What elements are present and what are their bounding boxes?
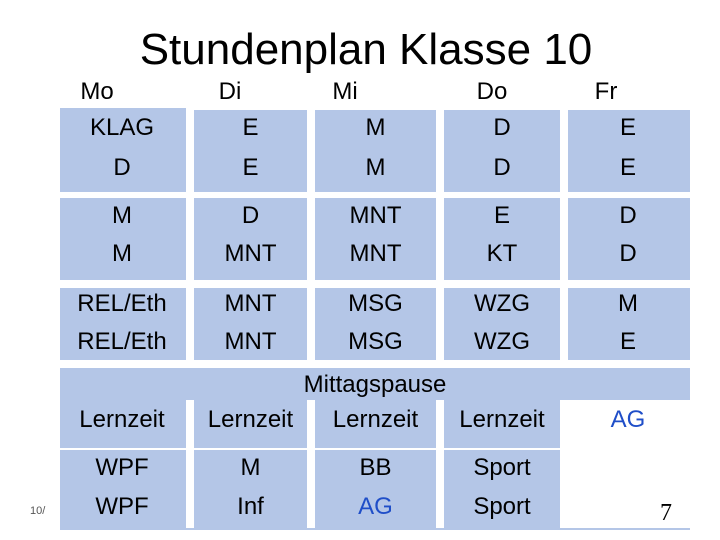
cell-di-5: MNT xyxy=(224,290,277,317)
slide-title: Stundenplan Klasse 10 xyxy=(139,25,593,74)
cell-fr-1: E xyxy=(619,114,636,141)
cell-di-9: Inf xyxy=(237,493,264,520)
cell-di-8: M xyxy=(240,454,261,481)
cell-do-9: Sport xyxy=(473,493,531,520)
column-gap xyxy=(186,400,194,528)
column-gap xyxy=(560,108,568,360)
cell-di-7: Lernzeit xyxy=(207,406,294,433)
column-gap xyxy=(436,400,444,528)
lunch-break-label: Mittagspause xyxy=(303,371,447,398)
cell-di-6: MNT xyxy=(224,328,277,355)
cell-mi-6: MSG xyxy=(348,328,403,355)
day-header-di: Di xyxy=(218,78,242,105)
cell-mo-5: REL/Eth xyxy=(77,290,167,317)
cell-mo-8: WPF xyxy=(95,454,149,481)
page-number: 7 xyxy=(660,500,672,526)
cell-mi-2: M xyxy=(365,154,386,181)
cell-mo-6: REL/Eth xyxy=(77,328,167,355)
column-gap xyxy=(307,400,315,528)
cell-do-5: WZG xyxy=(474,290,530,317)
day-header-mi: Mi xyxy=(332,78,358,105)
cell-fr-5: M xyxy=(618,290,638,317)
day-header-mo: Mo xyxy=(80,78,114,105)
cell-mi-3: MNT xyxy=(349,202,402,229)
cell-do-7: Lernzeit xyxy=(459,406,545,433)
cell-do-8: Sport xyxy=(473,454,531,481)
cell-mi-4: MNT xyxy=(349,240,402,267)
cell-mo-2: D xyxy=(113,154,131,181)
cell-di-1: E xyxy=(242,114,259,141)
footer-date: 10/ xyxy=(30,505,46,517)
cell-fr-4: D xyxy=(619,240,637,267)
column-gap xyxy=(186,108,194,360)
cell-mi-5: MSG xyxy=(348,290,403,317)
cell-di-3: D xyxy=(241,202,260,229)
cell-mi-8: BB xyxy=(359,454,392,481)
cell-di-4: MNT xyxy=(224,240,277,267)
cell-mo-3: M xyxy=(112,202,132,229)
column-gap xyxy=(436,108,444,360)
cell-fr-7: AG xyxy=(610,406,646,433)
cell-mi-1: M xyxy=(365,114,386,141)
cell-mi-9: AG xyxy=(358,493,393,520)
day-header-fr: Fr xyxy=(594,78,618,105)
cell-mo-9: WPF xyxy=(95,493,149,520)
cell-fr-6: E xyxy=(619,328,636,355)
cell-fr-3: D xyxy=(619,202,637,229)
cell-mo-4: M xyxy=(112,240,132,267)
cell-do-1: D xyxy=(493,114,511,141)
cell-do-3: E xyxy=(493,202,510,229)
cell-do-6: WZG xyxy=(474,328,530,355)
cell-do-4: KT xyxy=(486,240,518,267)
cell-di-2: E xyxy=(242,154,259,181)
cell-mo-7: Lernzeit xyxy=(79,406,165,433)
column-gap xyxy=(307,108,315,360)
day-header-do: Do xyxy=(476,78,508,105)
cell-mi-7: Lernzeit xyxy=(332,406,419,433)
cell-fr-2: E xyxy=(619,154,636,181)
cell-mo-1: KLAG xyxy=(89,114,155,141)
cell-do-2: D xyxy=(493,154,511,181)
